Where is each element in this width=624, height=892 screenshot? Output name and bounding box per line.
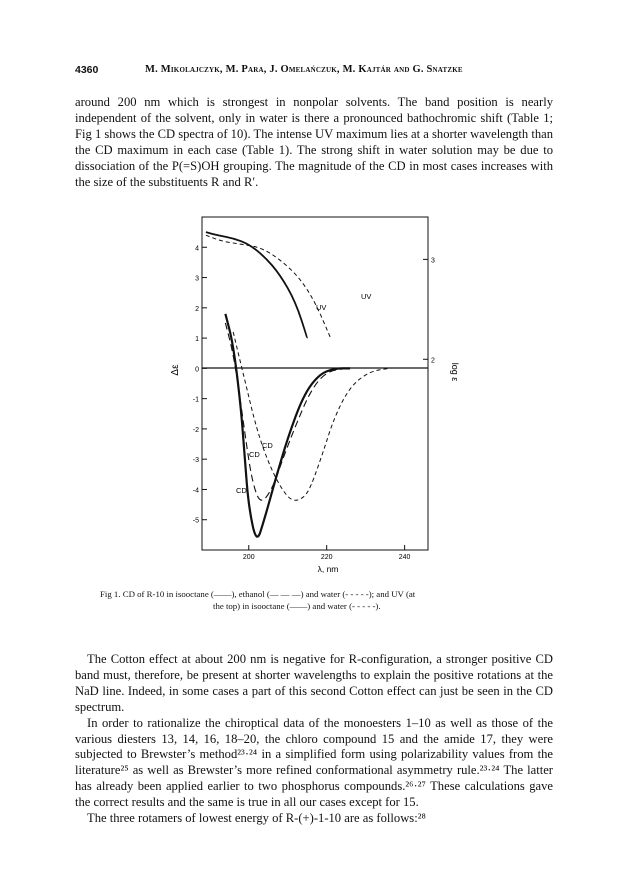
plot-frame: [202, 217, 428, 550]
y-tick-label: 3: [195, 275, 199, 283]
paragraph-bottom-2: In order to rationalize the chiroptical data of the monoesters 1–10 as well as those of the various diesters 13, 14, 16, 18–20, the chloro compound 15 and the amide 17, they were subjected to Brewster’s method²³·²⁴ in a simplified form using polarizability values from the literature²⁵ as well as Brewster’s more refined conformational asymmetry rule.²³·²⁴ The latter has already been applied earlier to two phosphorus compounds.²⁶·²⁷ These calculations gave the correct results and the same is true in all our cases except for 15.: [75, 715, 553, 810]
right-axis-label: log ε: [450, 362, 460, 382]
y-tick-label: -5: [192, 517, 199, 525]
left-axis-label: Δε: [170, 364, 181, 376]
paragraph-bottom-1: The Cotton effect at about 200 nm is negative for R-configuration, a stronger positive CD band must, therefore, be present at shorter wavelengths to explain the positive rotations at the NaD line. Indeed, in some cases a part of this second Cotton effect can just be seen in the CD spectrum.: [75, 652, 553, 714]
x-tick-label: 240: [398, 554, 411, 561]
y-tick-label: 1: [195, 336, 199, 344]
curve-label-cd-2: CD: [249, 450, 260, 459]
y2-tick-label: 3: [431, 257, 435, 265]
x-axis-label: λ, nm: [317, 564, 339, 574]
curve-label-cd-1: CD: [262, 441, 273, 450]
curve-label-uv-solid: UV: [316, 303, 327, 312]
caption-line-1: Fig 1. CD of R-10 in isooctane (——), ethanol (— — —) and water (- - - - -); and UV (at: [100, 589, 416, 599]
x-tick-label: 220: [320, 554, 333, 561]
y-tick-label: 2: [195, 305, 199, 313]
curve-uv-dash: [206, 235, 331, 338]
curve-uv-solid: [206, 232, 307, 338]
curve-long-dash: [225, 323, 346, 500]
y-tick-label: 4: [195, 245, 199, 253]
curve-label-cd-3: CD: [236, 486, 247, 495]
y2-tick-label: 2: [431, 357, 435, 365]
figure-caption: [100, 588, 540, 612]
paragraph-bottom-3: The three rotamers of lowest energy of R-(+)-1-10 are as follows:²⁸: [87, 811, 426, 826]
paragraph-bottom: [75, 652, 553, 827]
y-tick-label: 0: [195, 366, 199, 374]
paragraph-top: around 200 nm which is strongest in nonpolar solvents. The band position is nearly independent of the solvent, only in water is there a pronounced bathochromic shift (Table 1; Fig 1 shows the CD spectra of 10). The intense UV maximum lies at a shorter wavelength than the CD maximum in each case (Table 1). The strong shift in water solution may be due to dissociation of the P(=S)OH grouping. The magnitude of the CD in most cases increases with the size of the substituents R and R′.: [75, 95, 554, 189]
y-tick-label: -4: [192, 487, 199, 495]
page-number: 4360: [75, 64, 99, 76]
y-tick-label: -3: [192, 457, 199, 465]
y-tick-label: -2: [192, 426, 199, 434]
curve-short-dash: [233, 332, 389, 500]
caption-line-2: the top) in isooctane (——) and water (- - - - -).: [213, 601, 381, 611]
running-authors: M. Mikolajczyk, M. Para, J. Omelańczuk, M. Kajtár and G. Snatzke: [145, 64, 463, 75]
curve-label-uv-dashed: UV: [361, 292, 372, 301]
y-tick-label: -1: [192, 396, 199, 404]
x-tick-label: 200: [242, 554, 255, 561]
